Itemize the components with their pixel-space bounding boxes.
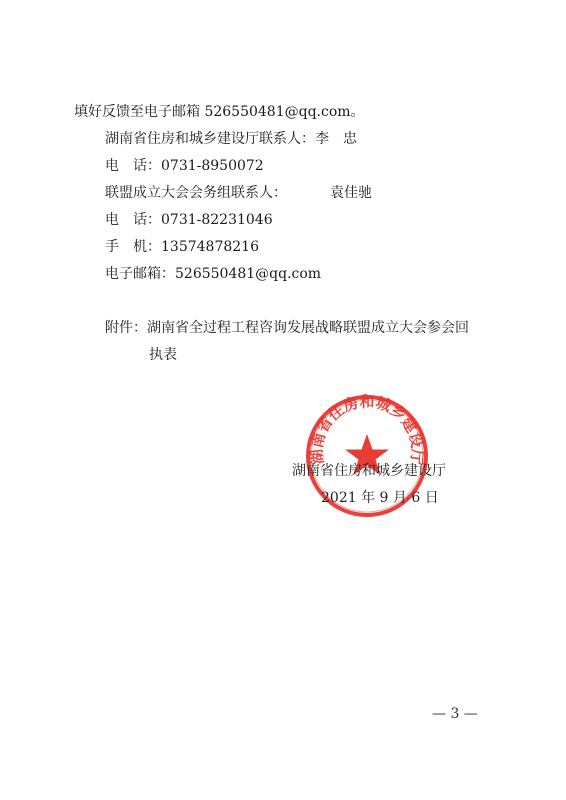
attachment-line-2: 执表 <box>149 347 177 363</box>
svg-text:湖南省住房和城乡建设厅: 湖南省住房和城乡建设厅 <box>307 393 427 466</box>
conference-contact-label: 联盟成立大会会务组联系人： <box>105 185 287 201</box>
issue-date: 2021 年 9 月 6 日 <box>321 490 439 506</box>
conference-contact-name: 袁佳驰 <box>330 185 372 201</box>
attachment-line-1: 附件：湖南省全过程工程咨询发展战略联盟成立大会参会回 <box>105 320 469 336</box>
issuing-organization: 湖南省住房和城乡建设厅 <box>292 463 446 479</box>
conference-phone-line: 电 话：0731-82231046 <box>105 212 273 228</box>
page-number: — 3 — <box>432 706 478 722</box>
mobile-line: 手 机：13574878216 <box>105 239 259 255</box>
email-instruction-line: 填好反馈至电子邮箱 526550481@qq.com。 <box>74 104 365 120</box>
contact-person-line: 湖南省住房和城乡建设厅联系人：李 忠 <box>105 131 357 147</box>
contact-phone-line: 电 话：0731-8950072 <box>105 158 264 174</box>
email-line: 电子邮箱：526550481@qq.com <box>105 266 322 282</box>
